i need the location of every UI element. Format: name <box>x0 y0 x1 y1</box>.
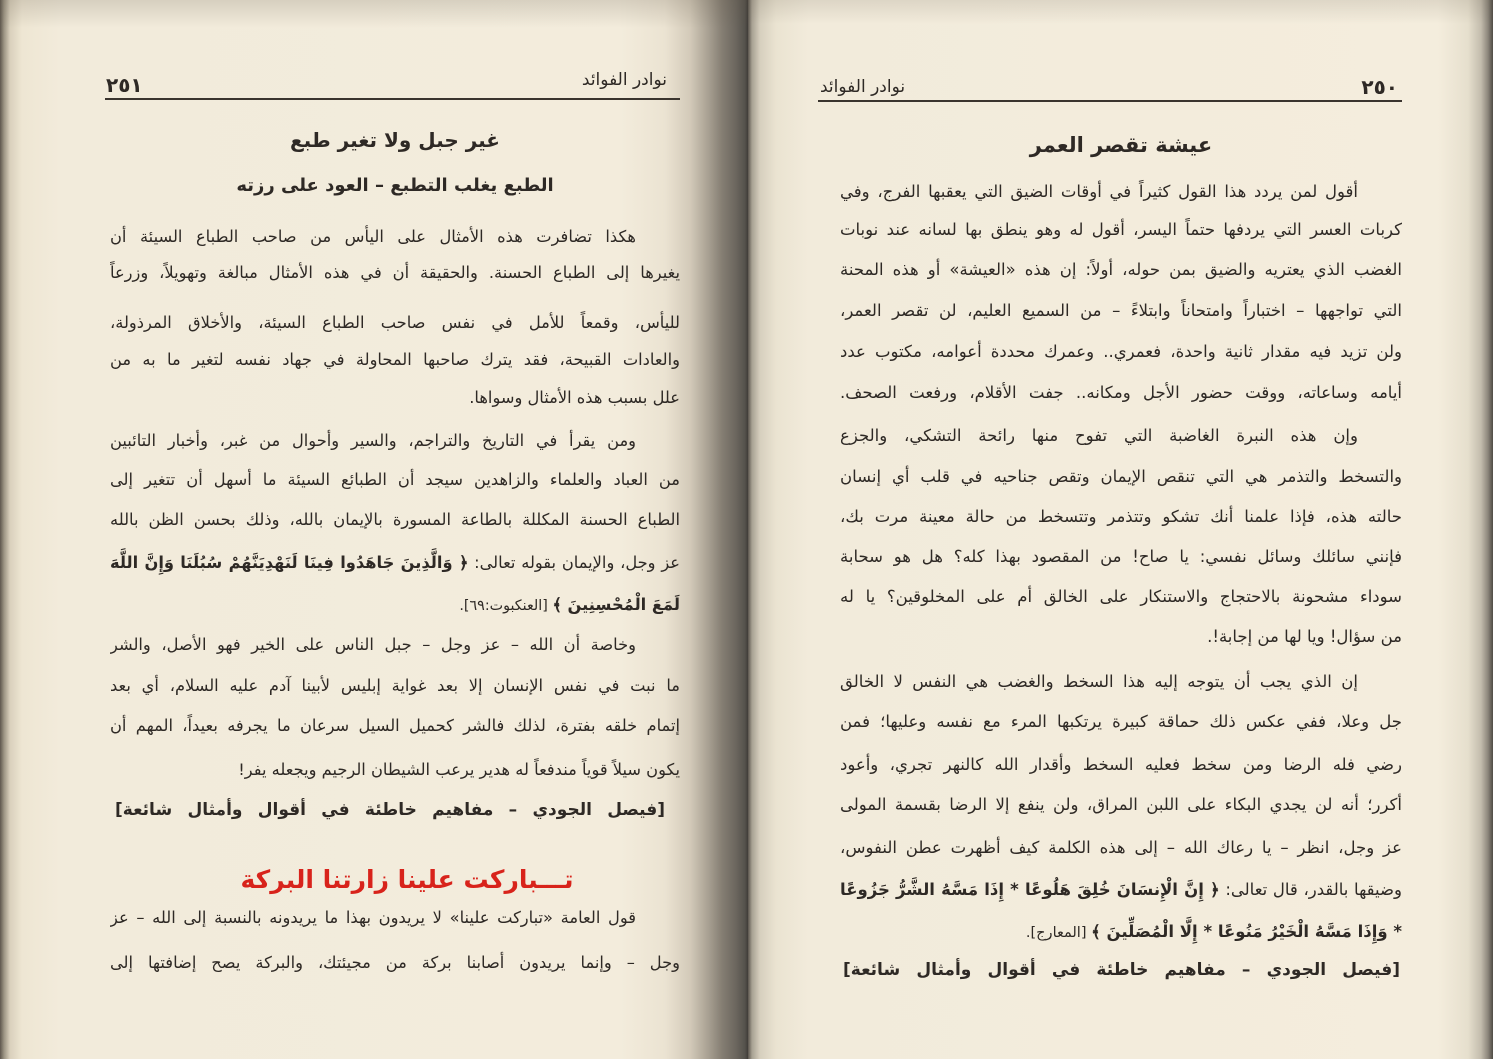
source-citation: [فيصل الجودي – مفاهيم خاطئة في أقوال وأمثال شائعة] <box>843 960 1400 980</box>
body-line: والعادات القبيحة، فقد يترك صاحبها المحاولة في جهاد نفسه لتغير ما به من <box>110 350 680 369</box>
body-line: يغيرها إلى الطباع الحسنة. والحقيقة أن في هذه الأمثال مبالغة وتهويلاً، وزرعاً <box>110 263 680 282</box>
running-head: نوادر الفوائد <box>820 77 906 97</box>
body-line: وإن هذه النبرة الغاضبة التي تفوح منها رائحة التشكي، والجزع <box>840 426 1358 445</box>
body-line: من سؤال! ويا لها من إجابة!. <box>1207 627 1402 646</box>
body-line: ولن تزيد فيه مقدار ثانية واحدة، فعمري.. وعمرك محددة أعوامه، مكتوب عدد <box>840 342 1402 361</box>
verse-reference: [المعارج]. <box>1025 925 1092 941</box>
page-title: غير جبل ولا تغير طبع <box>290 128 500 152</box>
quran-verse: لَمَعَ الْمُحْسِنِينَ ﴾ <box>552 595 680 614</box>
body-line: الغضب الذي يعتريه والضيق بمن حوله، أولاً: إن هذه «العيشة» أو هذه المحنة <box>840 260 1402 279</box>
body-line: فإنني سائلك وسائل نفسي: يا صاح! من المقصود بهذا كله؟ هل هو سحابة <box>840 547 1402 566</box>
body-line: سوداء مشحونة بالاحتجاج والاستنكار على الخالق أم على المخلوقين؟ يا له <box>840 587 1402 606</box>
page-number: ٢٥٠ <box>1361 75 1398 99</box>
body-line: الطباع الحسنة المكللة بالطاعة المسورة بالإيمان بالله، وذلك بحسن الظن بالله <box>110 510 680 529</box>
body-line: إن الذي يجب أن يتوجه إليه هذا السخط والغضب هي النفس لا الخالق <box>840 672 1358 691</box>
body-line: لليأس، وقمعاً للأمل في نفس صاحب الطباع السيئة، والأخلاق المرذولة، <box>110 313 680 332</box>
body-line: حالته هذه، فإذا علمنا أنك تشكو وتتذمر وتتسخط من حالة معينة مرت بك، <box>840 507 1402 526</box>
body-line: كربات العسر التي يردفها حتماً اليسر، أقول له وهو ينطق بها لسانه عند نوبات <box>840 220 1402 239</box>
body-line: قول العامة «تباركت علينا» لا يريدون بهذا ما يريدونه بالنسبة إلى الله – عز <box>110 908 636 927</box>
page-number: ٢٥١ <box>106 73 143 97</box>
body-line <box>110 585 680 625</box>
line-text: وضيقها بالقدر، قال تعالى: <box>1219 880 1402 899</box>
body-line: أيامه وساعاته، ووقت حضور الأجل ومكانه.. جفت الأقلام، ورفعت الصحف. <box>840 383 1402 402</box>
body-line <box>110 543 680 583</box>
body-line: رضي فله الرضا ومن سخط فعليه السخط وأقدار الله كالنهر تجري، وأعود <box>840 755 1402 774</box>
body-line: إتمام خلقه بفترة، لذلك فالشر كحميل السيل سرعان ما يجرفه بعيداً، المهم أن <box>110 716 680 735</box>
header-rule <box>105 98 680 100</box>
body-line: أقول لمن يردد هذا القول كثيراً في أوقات الضيق التي يعقبها الفرج، وفي <box>840 182 1358 201</box>
body-line: جل وعلا، ففي عكس ذلك حماقة كبيرة يرتكبها المرء مع نفسه وعليها؛ فمن <box>840 712 1402 731</box>
body-line <box>840 870 1402 910</box>
body-line: عز وجل، انظر – يا رعاك الله – إلى هذه الكلمة كيف أظهرت عطن النفوس، <box>840 838 1402 857</box>
body-line: هكذا تضافرت هذه الأمثال على اليأس من صاحب الطباع السيئة أن <box>110 227 636 246</box>
body-line <box>840 912 1402 952</box>
body-line: التي تواجهها – اختباراً وامتحاناً وابتلاءً – من السميع العليم، لن تقصر العمر، <box>840 301 1402 320</box>
body-line: يكون سيلاً قوياً مندفعاً له هدير يرعب الشيطان الرجيم ويجعله يفر! <box>238 760 680 779</box>
page-title: عيشة تقصر العمر <box>1029 133 1213 157</box>
body-line: والتسخط والتذمر هي التي تنقص الإيمان وتقص جناحيه في قلب أي إنسان <box>840 467 1402 486</box>
running-head: نوادر الفوائد <box>581 70 667 90</box>
body-line: ومن يقرأ في التاريخ والتراجم، والسير وأحوال من غبر، وأخبار التائبين <box>110 431 636 450</box>
header-rule <box>818 100 1402 102</box>
body-line: وجل – وإنما يريدون أصابنا بركة من مجيئتك، والبركة يصح إضافتها إلى <box>110 953 680 972</box>
source-citation: [فيصل الجودي – مفاهيم خاطئة في أقوال وأمثال شائعة] <box>115 800 665 820</box>
verse-reference: [العنكبوت:٦٩]. <box>459 598 553 614</box>
body-line: أكرر؛ أنه لن يجدي البكاء على اللبن المراق، ولن ينفع إلا الرضا بقسمة المولى <box>840 795 1402 814</box>
body-line: ما نبت في نفس الإنسان إلا بعد غواية إبليس لأبينا آدم عليه السلام، أي بعد <box>110 676 680 695</box>
quran-verse: * وَإِذَا مَسَّهُ الْخَيْرُ مَنُوعًا * إِلَّا الْمُصَلِّينَ ﴾ <box>1091 922 1402 941</box>
section-title-red: تـــباركت علينا زارتنا البركة <box>240 865 574 894</box>
right-page <box>748 0 1493 1059</box>
quran-verse: ﴿ إِنَّ الْإِنسَانَ خُلِقَ هَلُوعًا * إِذَا مَسَّهُ الشَّرُّ جَزُوعًا <box>840 880 1220 899</box>
body-line: من العباد والعلماء والزاهدين سيجد أن الطبائع السيئة ما أسهل أن تتغير إلى <box>110 470 680 489</box>
body-line: وخاصة أن الله – عز وجل – جبل الناس على الخير فهو الأصل، والشر <box>110 635 636 654</box>
section-subtitle: الطبع يغلب التطبع – العود على رزته <box>236 175 554 196</box>
body-line: علل بسبب هذه الأمثال وسواها. <box>469 388 680 407</box>
quran-verse: ﴿ وَالَّذِينَ جَاهَدُوا فِينَا لَنَهْدِيَنَّهُمْ سُبُلَنَا وَإِنَّ اللَّهَ <box>110 553 469 572</box>
line-text: عز وجل، والإيمان بقوله تعالى: <box>468 553 680 572</box>
